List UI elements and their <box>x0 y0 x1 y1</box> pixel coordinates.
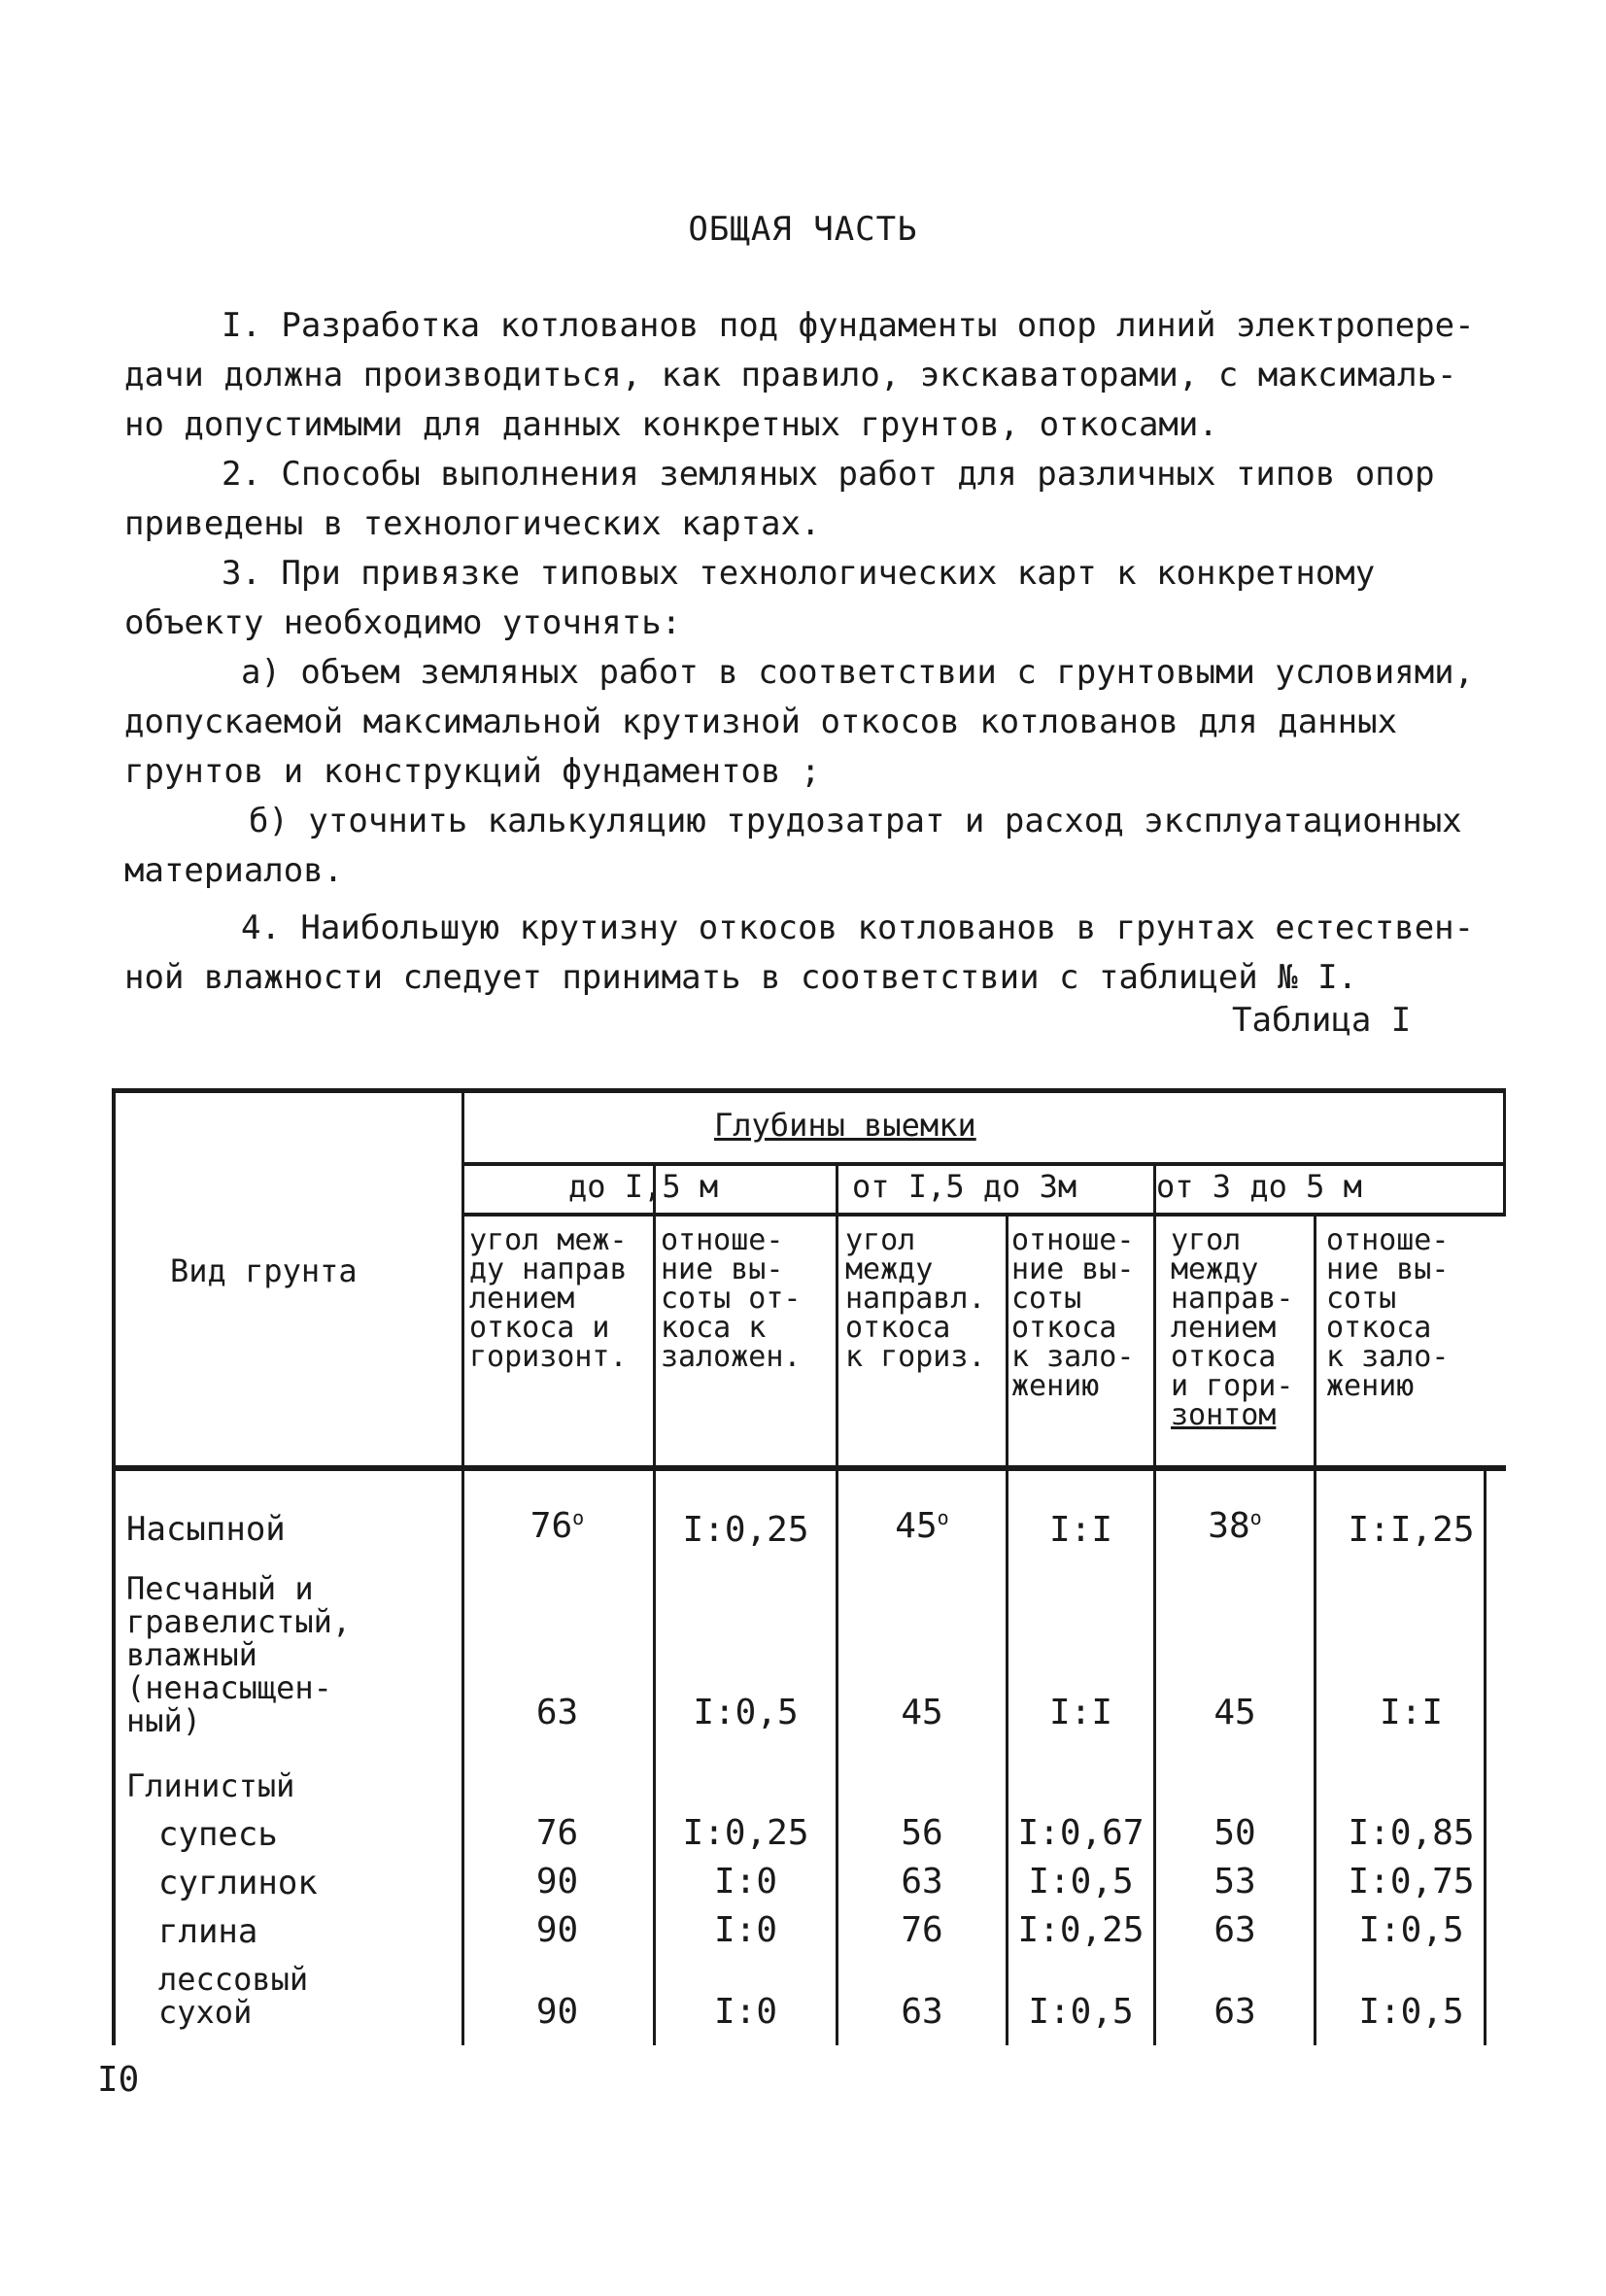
paragraph-3b <box>124 797 1504 896</box>
depth-header: от 3 до 5 м <box>1156 1168 1362 1205</box>
sub-header-line: ду направ <box>469 1252 628 1286</box>
name-line: гравелистый, <box>126 1603 352 1640</box>
table-cell: 45 <box>901 1693 943 1732</box>
table-cell: I:0,25 <box>682 1510 809 1550</box>
sub-header <box>1326 1223 1450 1403</box>
sub-header <box>1171 1223 1294 1432</box>
sub-header-line: угол <box>1171 1223 1242 1257</box>
degree-mark: о <box>937 1506 949 1529</box>
name-line: лессовый <box>158 1961 309 1998</box>
sub-header-line: соты <box>1011 1282 1082 1316</box>
text-line: 2. Способы выполнения земляных работ для различных типов опор <box>222 455 1435 494</box>
cell-value: 45 <box>895 1506 938 1546</box>
table-cell: 50 <box>1213 1813 1256 1853</box>
sub-header-line: отноше- <box>1326 1223 1450 1257</box>
sub-header-line: между <box>1171 1252 1259 1286</box>
sub-header-line: ние вы- <box>1326 1252 1450 1286</box>
section-heading: ОБЩАЯ ЧАСТЬ <box>688 210 918 249</box>
page-number: I0 <box>97 2060 140 2100</box>
paragraph-3a <box>124 648 1504 797</box>
text-line: но допустимыми для данных конкретных грунтов, откосами. <box>124 405 1218 444</box>
table-left-border <box>112 1088 116 2045</box>
sub-header-line: жению <box>1011 1369 1100 1403</box>
row-soil-name <box>158 1963 308 2029</box>
depth-header: от I,5 до 3м <box>852 1168 1077 1205</box>
table-cell: 56 <box>901 1813 943 1853</box>
table-vrule <box>653 1164 656 1465</box>
table-cell: I:0,5 <box>693 1693 799 1732</box>
text-line: 3. При привязке типовых технологических карт к конкретному <box>222 554 1376 593</box>
sub-header-line: направ- <box>1171 1282 1294 1316</box>
name-line: (ненасыщен- <box>126 1669 332 1706</box>
table-cell: I:0,5 <box>1028 1992 1134 2032</box>
sub-header-line: между <box>845 1252 934 1286</box>
sub-header-line: соты <box>1326 1282 1397 1316</box>
sub-header-line: заложен. <box>661 1340 802 1374</box>
table-top-border <box>112 1088 1506 1093</box>
table-cell: 76 <box>901 1910 943 1950</box>
name-line: Песчаный и <box>126 1570 314 1607</box>
sub-header-line: ние вы- <box>1011 1252 1135 1286</box>
table-cell: 90 <box>535 1910 579 1950</box>
paragraph-4 <box>124 904 1504 1003</box>
table-cell: I:0 <box>713 1992 778 2032</box>
sub-header-line: угол меж- <box>469 1223 628 1257</box>
table-cell: 53 <box>1213 1862 1256 1902</box>
table-cell: I:I,25 <box>1348 1510 1475 1550</box>
table-vrule <box>1484 1471 1486 2045</box>
paragraph-1 <box>124 301 1504 450</box>
table-cell: I:I <box>1379 1693 1444 1732</box>
text-line: материалов. <box>124 851 344 890</box>
cell-value: 76 <box>530 1506 573 1546</box>
row-soil-name: глина <box>158 1912 258 1951</box>
depth-header: до I,5 м <box>568 1168 719 1205</box>
row-soil-name: суглинок <box>158 1864 318 1902</box>
table-cell: 63 <box>901 1992 943 2032</box>
table-cell: 63 <box>535 1693 579 1732</box>
table-rule <box>461 1162 1506 1166</box>
sub-header-line: к зало- <box>1011 1340 1135 1374</box>
name-line: влажный <box>126 1636 257 1673</box>
row-soil-name: Глинистый <box>126 1767 295 1804</box>
table-cell: 63 <box>1213 1992 1256 2032</box>
slope-table <box>112 1088 1506 2045</box>
sub-header <box>661 1223 802 1374</box>
sub-header-line: коса к <box>661 1311 767 1345</box>
table-cell: I:0,25 <box>682 1813 809 1853</box>
row-soil-name: супесь <box>158 1815 278 1854</box>
table-cell <box>461 1506 653 1546</box>
sub-header-line: и гори- <box>1171 1369 1294 1403</box>
table-cell: 63 <box>901 1862 943 1902</box>
table-cell: I:0,25 <box>1017 1910 1145 1950</box>
sub-header-line: отноше- <box>661 1223 784 1257</box>
table-vrule <box>461 1088 464 2045</box>
table-caption: Таблица I <box>1232 1001 1412 1040</box>
sub-header-line: откоса <box>1326 1311 1432 1345</box>
group-header: Глубины выемки <box>714 1107 976 1144</box>
sub-header-line: соты от- <box>661 1282 802 1316</box>
text-line: дачи должна производиться, как правило, экскаваторами, с максималь- <box>124 356 1457 394</box>
text-line: объекту необходимо уточнять: <box>124 603 682 642</box>
text-line: приведены в технологических картах. <box>124 504 821 543</box>
table-cell: I:0,67 <box>1017 1813 1145 1853</box>
sub-header-line: горизонт. <box>469 1340 628 1374</box>
sub-header <box>469 1223 628 1374</box>
table-cell: I:0,5 <box>1028 1862 1134 1902</box>
paragraph-2 <box>124 450 1504 549</box>
table-cell <box>838 1506 1006 1546</box>
sub-header-line: к зало- <box>1326 1340 1450 1374</box>
sub-header-line: откоса и <box>469 1311 610 1345</box>
sub-header-line: угол <box>845 1223 916 1257</box>
table-cell: 63 <box>1213 1910 1256 1950</box>
sub-header-line: направл. <box>845 1282 986 1316</box>
text-line: I. Разработка котлованов под фундаменты опор линий электропере- <box>222 306 1475 345</box>
sub-header-line: откоса <box>1011 1311 1117 1345</box>
table-cell: I:0,5 <box>1358 1992 1464 2032</box>
sub-header-line: к гориз. <box>845 1340 986 1374</box>
sub-header <box>845 1223 986 1374</box>
table-cell: I:0 <box>713 1862 778 1902</box>
table-cell: I:0 <box>713 1910 778 1950</box>
table-cell: 45 <box>1213 1693 1256 1732</box>
sub-header <box>1011 1223 1135 1403</box>
text-line: ной влажности следует принимать в соответствии с таблицей № I. <box>124 958 1358 997</box>
degree-mark: о <box>572 1506 585 1529</box>
table-cell: I:I <box>1048 1693 1113 1732</box>
row-soil-name: Насыпной <box>126 1510 286 1549</box>
sub-header-line: ние вы- <box>661 1252 784 1286</box>
table-vrule <box>653 1471 656 2045</box>
table-cell: I:0,75 <box>1348 1862 1475 1902</box>
text-line: допускаемой максимальной крутизной откосов котлованов для данных <box>124 703 1398 741</box>
text-line: грунтов и конструкций фундаментов ; <box>124 752 821 791</box>
table-cell: I:0,5 <box>1358 1910 1464 1950</box>
text-line: б) уточнить калькуляцию трудозатрат и расход эксплуатационных <box>249 802 1462 840</box>
table-cell: I:I <box>1048 1510 1113 1550</box>
name-line: сухой <box>158 1994 253 2031</box>
sub-header-line: жению <box>1326 1369 1415 1403</box>
sub-header-line: зонтом <box>1171 1398 1277 1432</box>
sub-header-line: откоса <box>1171 1340 1277 1374</box>
row-soil-name <box>126 1572 351 1737</box>
table-right-border <box>1503 1088 1506 1215</box>
paragraph-3 <box>124 549 1504 648</box>
text-line: 4. Наибольшую крутизну откосов котлованов в грунтах естествен- <box>241 908 1475 947</box>
table-header-rule <box>112 1465 1506 1471</box>
col-soil-header: Вид грунта <box>170 1252 358 1289</box>
sub-header-line: отноше- <box>1011 1223 1135 1257</box>
table-cell: 76 <box>535 1813 579 1853</box>
table-cell: I:0,85 <box>1348 1813 1475 1853</box>
text-line: а) объем земляных работ в соответствии с грунтовыми условиями, <box>241 653 1475 692</box>
table-cell <box>1156 1506 1314 1546</box>
table-cell: 90 <box>535 1862 579 1902</box>
table-cell: 90 <box>535 1992 579 2032</box>
sub-header-line: лением <box>1171 1311 1277 1345</box>
sub-header-line: лением <box>469 1282 575 1316</box>
cell-value: 38 <box>1208 1506 1250 1546</box>
name-line: ный) <box>126 1702 202 1739</box>
table-rule <box>461 1213 1506 1217</box>
sub-header-line: откоса <box>845 1311 951 1345</box>
degree-mark: о <box>1249 1506 1262 1529</box>
